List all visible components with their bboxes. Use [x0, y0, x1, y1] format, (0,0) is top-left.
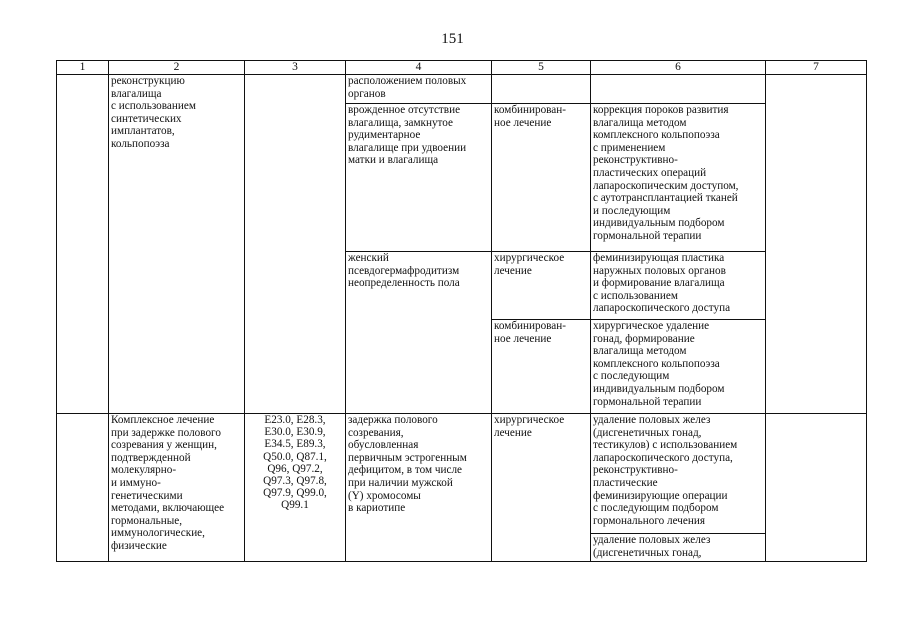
cell-method	[591, 104, 766, 252]
treatment-type-text: хирургическое лечение	[494, 252, 565, 277]
diagnosis-text: задержка полового созревания, обусловленная первичным эстрогенным дефицитом, в том числе при наличии мужской (Y) хромосомы в кариотипе	[348, 414, 467, 515]
cell-treatment-type	[492, 252, 591, 320]
treatment-type-text: комбинирован- ное лечение	[494, 320, 566, 345]
header-row	[57, 61, 867, 75]
cell-diagnosis	[346, 104, 492, 252]
cell-col1	[57, 75, 109, 414]
diagnosis-text: расположением половых органов	[348, 75, 467, 100]
method-text: феминизирующая пластика наружных половых органов и формирование влагалища с использованием лапароскопического доступа	[593, 252, 731, 315]
treatment-type-text: комбинирован- ное лечение	[494, 104, 566, 129]
cell-col7	[766, 414, 867, 562]
cell-treatment-type	[492, 414, 591, 562]
cell-diagnosis	[346, 75, 492, 104]
column-header-5: 5	[492, 61, 591, 75]
cell-treatment-type	[492, 320, 591, 414]
treatment-type-text: хирургическое лечение	[494, 414, 565, 439]
table-row	[57, 75, 867, 104]
diagnosis-text: врожденное отсутствие влагалища, замкнутое рудиментарное влагалище при удвоении матки и влагалища	[348, 104, 467, 167]
column-header-6: 6	[591, 61, 766, 75]
column-header-7: 7	[766, 61, 867, 75]
icd-codes-text: E23.0, E28.3, E30.0, E30.9, E34.5, E89.3, Q50.0, Q87.1, Q96, Q97.2, Q97.3, Q97.8, Q97.9, Q99.0, Q99.1	[263, 414, 327, 512]
page-number: 151	[441, 31, 464, 47]
cell-treatment-name	[109, 414, 245, 562]
cell-method	[591, 75, 766, 104]
table-row	[57, 414, 867, 534]
method-text: удаление половых желез (дисгенетичных гонад,	[593, 534, 711, 559]
cell-method	[591, 414, 766, 534]
cell-treatment-type	[492, 104, 591, 252]
column-header-2: 2	[109, 61, 245, 75]
column-header-3: 3	[245, 61, 346, 75]
method-text: хирургическое удаление гонад, формирование влагалища методом комплексного кольпопоэза с последующим индивидуальным подбором гормональной терапии	[593, 320, 725, 408]
medical-care-table	[56, 60, 867, 562]
treatment-name-text: Комплексное лечение при задержке полового созревания у женщин, подтвержденной молекулярно- и иммуно- генетическими методами, включающее гормональные, иммунологические, физические	[111, 414, 225, 552]
cell-col7	[766, 75, 867, 414]
cell-treatment-type	[492, 75, 591, 104]
method-text: коррекция пороков развития влагалища методом комплексного кольпопоэза с применением реконструктивно- пластических операций лапароскопическим доступом, с аутотрансплантацией тканей и последующим индивидуальным подбором гормональной терапии	[593, 104, 739, 242]
cell-method	[591, 534, 766, 562]
diagnosis-text: женский псевдогермафродитизм неопределенность пола	[348, 252, 460, 290]
column-header-1: 1	[57, 61, 109, 75]
cell-method	[591, 320, 766, 414]
cell-icd-codes	[245, 414, 346, 562]
treatment-name-text: реконструкцию влагалища с использованием синтетических имплантатов, кольпопоэза	[111, 75, 196, 150]
cell-method	[591, 252, 766, 320]
cell-col1	[57, 414, 109, 562]
cell-diagnosis	[346, 414, 492, 562]
cell-diagnosis	[346, 252, 492, 414]
method-text: удаление половых желез (дисгенетичных гонад, тестикулов) с использованием лапароскопического доступа, реконструктивно- пластические феминизирующие операции с последующим подбором гормонального лечения	[593, 414, 738, 527]
cell-treatment-name	[109, 75, 245, 414]
cell-icd-codes	[245, 75, 346, 414]
column-header-4: 4	[346, 61, 492, 75]
